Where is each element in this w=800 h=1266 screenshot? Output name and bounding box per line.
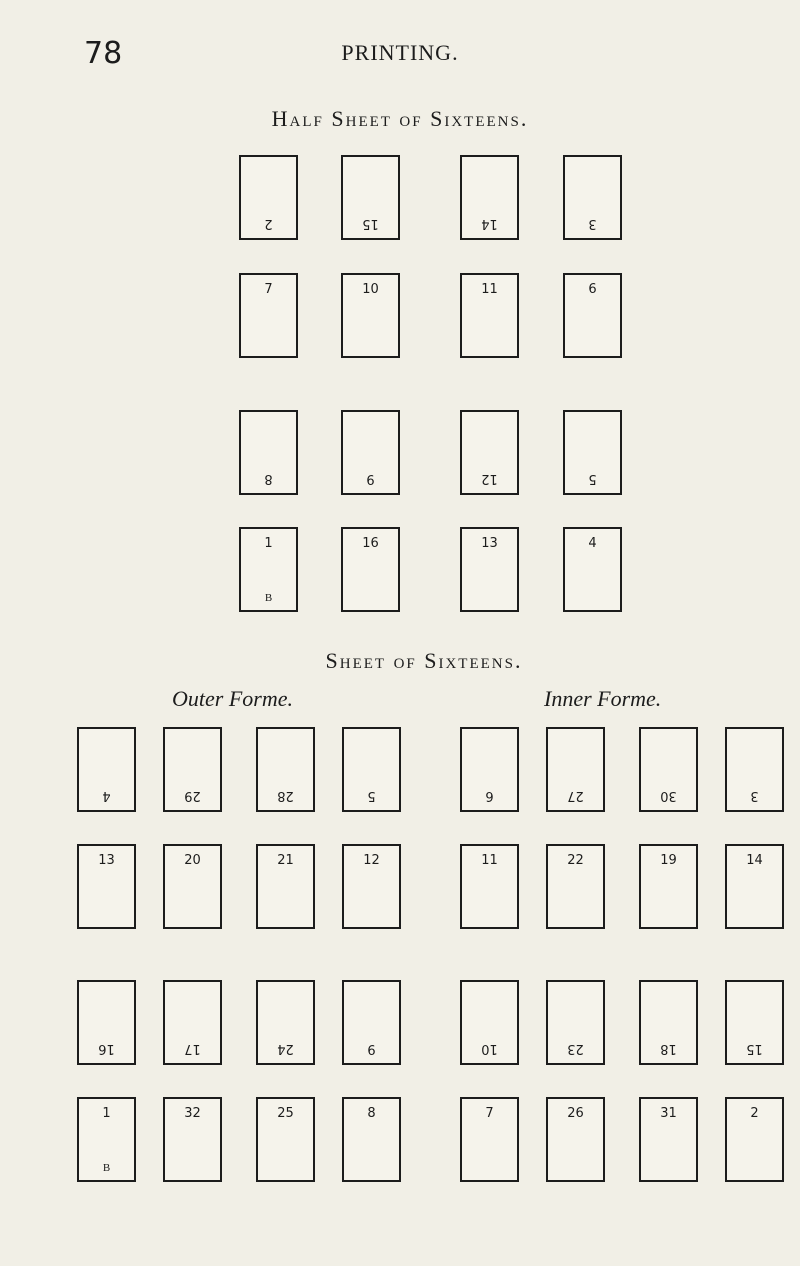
page-number-label: 11 <box>481 282 498 297</box>
page-number-label: 20 <box>184 853 201 868</box>
page-box <box>341 410 400 495</box>
page-number-label: 2 <box>264 216 273 231</box>
page-number-label: 10 <box>481 1041 498 1056</box>
page-number-label: 21 <box>277 853 294 868</box>
page-box <box>239 410 298 495</box>
page-number-label: 6 <box>588 282 597 297</box>
page-box <box>163 980 222 1065</box>
page-number-label: 32 <box>184 1106 201 1121</box>
page-box <box>163 727 222 812</box>
page-box <box>460 1097 519 1182</box>
page-number-label: 4 <box>102 788 111 803</box>
page-number-label: 11 <box>481 853 498 868</box>
page-box <box>639 980 698 1065</box>
page-box <box>77 727 136 812</box>
full-sheet-title: Sheet of Sixteens. <box>325 648 523 673</box>
page-number-label: 1 <box>264 536 273 551</box>
page-box <box>563 410 622 495</box>
page-number-label: 2 <box>750 1106 759 1121</box>
page-number-label: 3 <box>588 216 597 231</box>
page-box <box>546 844 605 929</box>
page-number-label: 13 <box>481 536 498 551</box>
page-box <box>725 727 784 812</box>
page-number: 78 <box>84 36 123 71</box>
page-number-label: 14 <box>746 853 763 868</box>
page-number-label: 4 <box>588 536 597 551</box>
page-box <box>639 727 698 812</box>
inner-forme-label: Inner Forme. <box>544 686 662 711</box>
page-box <box>546 980 605 1065</box>
page-box <box>256 844 315 929</box>
page-box <box>341 155 400 240</box>
page-number-label: 7 <box>264 282 273 297</box>
page-box <box>460 980 519 1065</box>
page-number-label: 25 <box>277 1106 294 1121</box>
page-number-label: 14 <box>481 216 498 231</box>
page-box <box>256 727 315 812</box>
page-number-label: 13 <box>98 853 115 868</box>
page-box <box>546 1097 605 1182</box>
page-box <box>239 155 298 240</box>
page-number-label: 18 <box>660 1041 677 1056</box>
page-box <box>256 980 315 1065</box>
page-number-label: 17 <box>184 1041 201 1056</box>
page-box <box>77 1097 136 1182</box>
page-box <box>563 527 622 612</box>
half-sheet-title: Half Sheet of Sixteens. <box>271 106 529 131</box>
page-number-label: 16 <box>98 1041 115 1056</box>
page-box <box>460 273 519 358</box>
page-box <box>563 155 622 240</box>
page-box <box>342 1097 401 1182</box>
page-box <box>639 1097 698 1182</box>
page-number-label: 7 <box>485 1106 494 1121</box>
page-box <box>460 155 519 240</box>
page-box <box>256 1097 315 1182</box>
page-box <box>77 980 136 1065</box>
page-box <box>342 727 401 812</box>
page-number-label: 31 <box>660 1106 677 1121</box>
page-number-label: 19 <box>660 853 677 868</box>
page-number-label: 9 <box>366 471 375 486</box>
page-number-label: 8 <box>264 471 273 486</box>
page-box <box>460 844 519 929</box>
page-box <box>563 273 622 358</box>
signature-mark: B <box>102 1162 111 1174</box>
signature-mark: B <box>264 592 273 604</box>
page-box <box>163 1097 222 1182</box>
page-box <box>342 844 401 929</box>
page-box <box>163 844 222 929</box>
page-number-label: 27 <box>567 788 584 803</box>
running-head: PRINTING. <box>341 40 459 65</box>
page-box <box>460 410 519 495</box>
page-box <box>239 527 298 612</box>
page-box <box>639 844 698 929</box>
page-box <box>460 527 519 612</box>
page-box <box>725 844 784 929</box>
outer-forme-label: Outer Forme. <box>172 686 293 711</box>
page-number-label: 12 <box>363 853 380 868</box>
page-number-label: 5 <box>367 788 376 803</box>
page-box <box>341 527 400 612</box>
page-number-label: 26 <box>567 1106 584 1121</box>
page-number-label: 9 <box>367 1041 376 1056</box>
page-number-label: 16 <box>362 536 379 551</box>
page-number-label: 8 <box>367 1106 376 1121</box>
page-number-label: 12 <box>481 471 498 486</box>
page-number-label: 6 <box>485 788 494 803</box>
page-box <box>77 844 136 929</box>
page-box <box>342 980 401 1065</box>
page-number-label: 15 <box>362 216 379 231</box>
page-number-label: 24 <box>277 1041 294 1056</box>
page-number-label: 15 <box>746 1041 763 1056</box>
page-number-label: 5 <box>588 471 597 486</box>
page-number-label: 1 <box>102 1106 111 1121</box>
page-box <box>546 727 605 812</box>
page-number-label: 29 <box>184 788 201 803</box>
page-number-label: 3 <box>750 788 759 803</box>
page-number-label: 23 <box>567 1041 584 1056</box>
page-number-label: 30 <box>660 788 677 803</box>
page-box <box>725 1097 784 1182</box>
page-box <box>460 727 519 812</box>
page-box <box>725 980 784 1065</box>
page-number-label: 22 <box>567 853 584 868</box>
page-box <box>341 273 400 358</box>
page-box <box>239 273 298 358</box>
page-number-label: 10 <box>362 282 379 297</box>
page-number-label: 28 <box>277 788 294 803</box>
